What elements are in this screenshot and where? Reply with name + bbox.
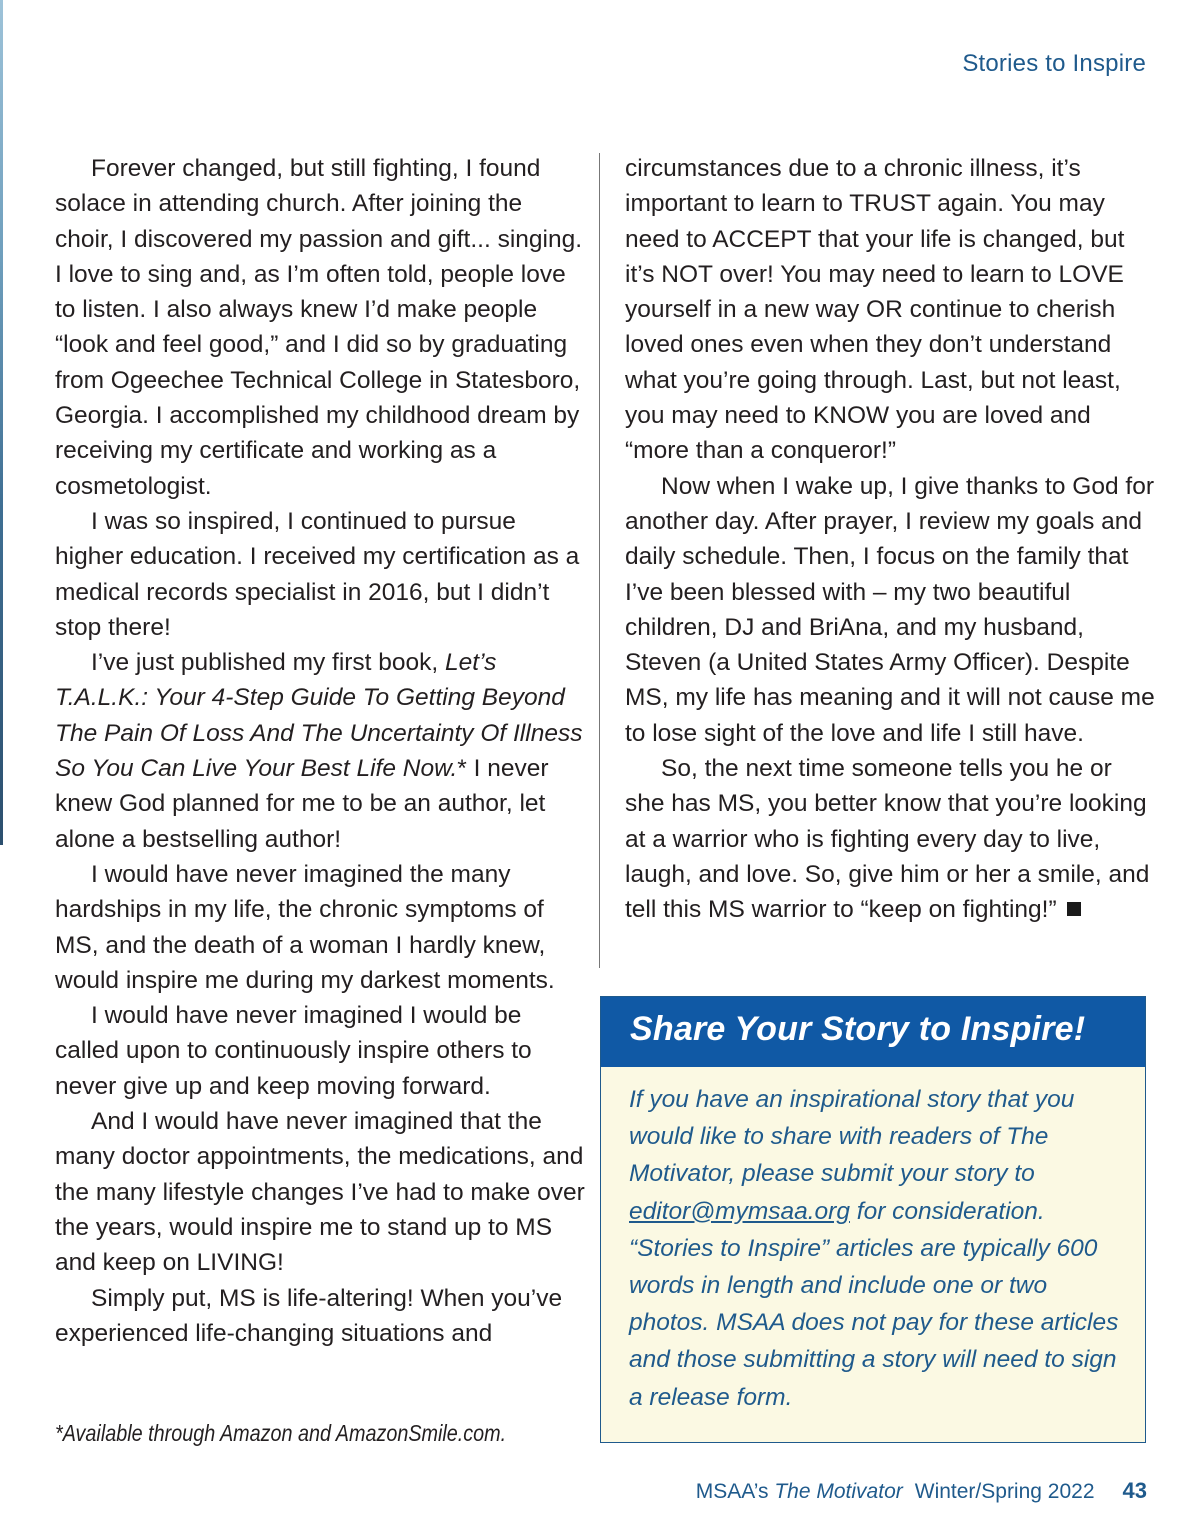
end-of-article-mark-icon [1067,902,1081,916]
paragraph-book-mention [55,645,585,857]
page-number: 43 [1122,1478,1147,1503]
article-column-left [55,151,585,1351]
sidebar-title: Share Your Story to Inspire! [630,1010,1086,1048]
footnote: *Available through Amazon and AmazonSmile.com. [55,1420,507,1446]
folio-publication: The Motivator [774,1480,903,1503]
paragraph: I would have never imagined the many hardships in my life, the chronic symptoms of MS, and the death of a woman I hardly knew, would inspire me during my darkest moments. [55,860,555,994]
page-folio [696,1478,1147,1504]
page-edge-strip [0,0,3,845]
paragraph-final [625,751,1155,927]
book-title: Let’s T.A.L.K.: Your 4-Step Guide To Getting Beyond The Pain Of Loss And The Uncertainty Of Illness So You Can Live Your Best Life Now. [55,649,583,783]
column-divider [599,153,600,968]
article-column-right [625,151,1155,928]
paragraph: I was so inspired, I continued to pursue higher education. I received my certification as a medical records specialist in 2016, but I didn’t stop there! [55,507,580,641]
paragraph-text: So, the next time someone tells you he or she has MS, you better know that you’re looking at a warrior who is fighting every day to live, laugh, and love. So, give him or her a smile, and tell this MS warrior to “keep on fighting!” [625,755,1150,924]
paragraph: circumstances due to a chronic illness, it’s important to learn to TRUST again. You may need to ACCEPT that your life is changed, but it’s NOT over! You may need to learn to LOVE yourself in a new way OR continue to cherish loved ones even when they don’t understand what you’re going through. Last, but not least, you may need to KNOW you are loved and “more than a conqueror!” [625,155,1125,465]
paragraph: Now when I wake up, I give thanks to God for another day. After prayer, I review my goals and daily schedule. Then, I focus on the family that I’ve been blessed with – my two beautiful children, DJ and BriAna, and my husband, Steven (a United States Army Officer). Despite MS, my life has meaning and it will not cause me to lose sight of the love and life I still have. [625,472,1155,747]
paragraph-lead: I’ve just published my first book, [91,649,446,677]
share-story-sidebar [600,996,1146,1443]
paragraph-tail: * I never knew God planned for me to be an author, let alone a bestselling author! [55,755,549,853]
sidebar-body-tail: for consideration. “Stories to Inspire” articles are typically 600 words in length and include one or two photos. MSAA does not pay for these articles and those submitting a story will need to sign a release form. [629,1197,1119,1411]
folio-publisher: MSAA’s [695,1480,775,1503]
sidebar-body [601,1067,1145,1416]
editor-email-link[interactable]: editor@mymsaa.org [629,1197,850,1225]
sidebar-body-lead: If you have an inspirational story that you would like to share with readers of The Motivator, please submit your story to [629,1086,1075,1188]
paragraph: Forever changed, but still fighting, I found solace in attending church. After joining the choir, I discovered my passion and gift... singing. I love to sing and, as I’m often told, people love to listen. I also always knew I’d make people “look and feel good,” and I did so by graduating from Ogeechee Technical College in Statesboro, Georgia. I accomplished my childhood dream by receiving my certificate and working as a cosmetologist. [55,155,583,500]
running-head: Stories to Inspire [962,50,1146,77]
sidebar-header [601,997,1145,1067]
paragraph: I would have never imagined I would be called upon to continuously inspire others to never give up and keep moving forward. [55,1002,532,1100]
paragraph: And I would have never imagined that the many doctor appointments, the medications, and the many lifestyle changes I’ve had to make over the years, would inspire me to stand up to MS and keep on LIVING! [55,1108,585,1277]
folio-issue: Winter/Spring 2022 [914,1480,1095,1503]
paragraph: Simply put, MS is life-altering! When you’ve experienced life-changing situations and [55,1284,563,1347]
